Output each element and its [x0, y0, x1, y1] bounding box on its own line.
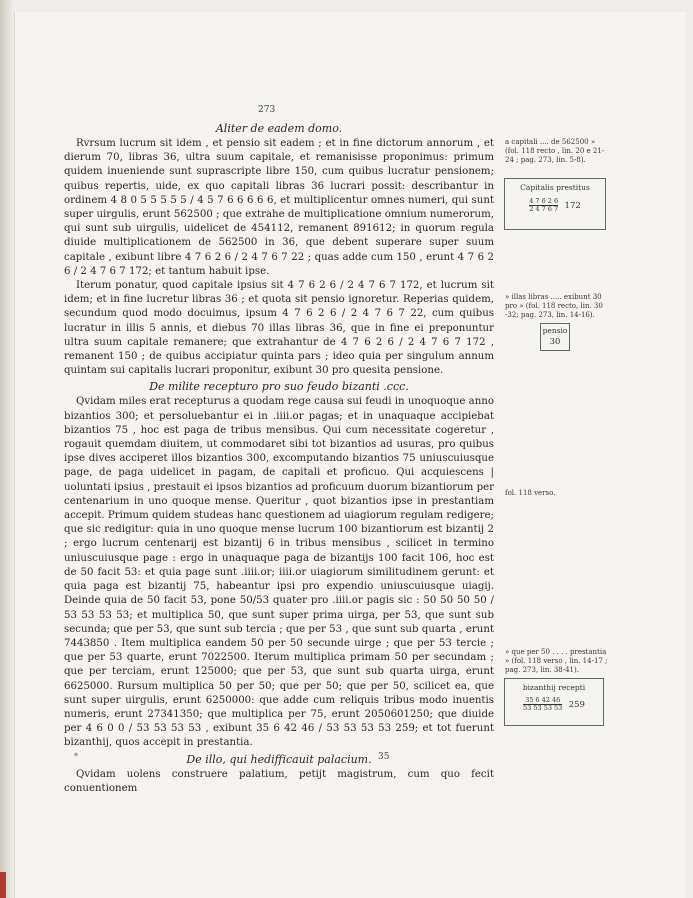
margin-note-4: » que per 50 . . . . prestantia » (fol. 118 verso , lin. 14-17 ; pag. 273, lin. 38-41).: [505, 648, 608, 674]
paragraph-1: Rvrsum lucrum sit idem , et pensio sit eadem ; et in fine dictorum annorum , et dierum 70, libras 36, ultra suum capitale, et remanisisse proponimus: primum quidem inueniende sunt suprascripte libre 150, cum quibus lucratur pensionem; quibus repertis, uide, ex quo capitali libras 36 lucrari possit: describantur in ordinem 4 8 0 5 5 5 5 5 / 4 5 7 6 6 6 6 6, et multiplicentur omnes numeri, qui sunt super uirgulis, erunt 562500 ; que extrahe de multiplicatione omnium numerorum, qui sunt sub uirgulis, uidelicet de 454112, remanent 891612; in quorum regula diuide multiplicationem de 562500 in 36, que debent superare super suum capitale , exibunt libre 4 7 6 2 6 / 2 4 7 6 7 22 ; quas adde cum 150 , erunt 4 7 6 2 6 / 2 4 7 6 7 172; et tantum habuit ipse.: [64, 138, 494, 277]
box-fraction: $\frac{4 7 6 2 6}{2 4 7 6 7}$: [529, 197, 559, 213]
box-value: 172: [564, 200, 581, 211]
footer-mark: *: [74, 752, 78, 761]
red-tab-marker: [0, 872, 6, 898]
box-title: pensio: [542, 326, 568, 335]
footer-signature: 35: [378, 752, 390, 762]
paragraph-3: Qvidam miles erat recepturus a quodam rege causa sui feudi in unoquoque anno bizantios 300; et persoluebantur ei in .iiii.or pagas; et in unaquaque accipiebat bizantios 75 , hoc est paga de tribus mensibus. Qui cum necessitate cogeretur , rogauit quemdam diuitem, ut commodaret sibi tot bizantios ad usuras, pro quibus ipse dives acciperet illos bizantios 300, excomputando bizantios 75 uniuscuiusque page, de paga uidelicet in pagam, de capitali et proficuo. Qui acquiescens | uoluntati ipsius , prestauit ei ipsos bizantios ad proficuum duorum bizantiorum per centenarium in uno quoque mense. Queritur , quot bizantios ipse in prestantiam accepit. Primum quidem studeas hanc questionem ad uiagiorum regulam redigere; que sic redigitur: quia in uno quoque mense lucrum 100 bizantiorum est bizantij 2 ; ergo lucrum centenarij est bizantij 6 in tribus mensibus , scilicet in termino uniuscuiusque page : ergo in unaquaque paga de bizantijs 100 facit 106, hoc est de 50 facit 53: et quia page sunt .iiii.or; iiii.or uiagiorum similitudinem gerunt: et quia paga est bizantij 75, habeantur ipsi pro expendio uniuscuiusque uiagij. Deinde quia de 50 facit 53, pone 50/53 quater pro .iiii.or pagis sic : 50 50 50 50 / 53 53 53 53; et multiplica 50, que sunt super prima uirga, per 53, que sunt sub secunda; que per 53, que sunt sub tercia ; que per 53 , que sunt sub quarta , erunt 7443850 . Item multiplica eandem 50 per 50 secunde uirge ; que per 53 tercie ; que per 53 quarte, erunt 7022500. Iterum multiplica primam 50 per secundam ; que per terciam, erunt 125000; que per 53, que sunt sub quarta uirga, erunt 6625000. Rursum multiplica 50 per 50; que per 50; que per 50, scilicet ea, que sunt super uirgulis, erunt 6250000: que adde cum reliquis tribus modo inuentis numeris, erunt 27341350; que multiplica per 75, erunt 2050601250; que diuide per 4 6 0 0 / 53 53 53 53 , exibunt 35 6 42 46 / 53 53 53 53 259; et tot fuerunt bizanthij, quos accepit in prestantia.: [64, 396, 495, 749]
page-number: 273: [258, 105, 276, 115]
main-text-column: [64, 104, 494, 796]
book-spine: [0, 0, 14, 898]
box-fraction: $\frac{35 6 42 46}{53 53 53 53}$: [523, 696, 563, 712]
margin-box-capitalis: [504, 178, 606, 230]
paragraph-4: Qvidam uolens construere palatium, petijt magistrum, cum quo fecit conuentionem: [64, 768, 494, 794]
margin-box-bizanthij: [504, 678, 604, 726]
box-value: 30: [549, 337, 561, 347]
box-title: Capitalis prestitus: [520, 183, 590, 192]
section-heading-milite: De milite recepturo pro suo feudo bizanti .ccc.: [149, 380, 409, 394]
margin-note-2: » illas libras ..... exibunt 30 pro » (fol. 118 recto, lin. 30 -32; pag. 273, lin. 14-16).: [505, 293, 603, 319]
paragraph-2: Iterum ponatur, quod capitale ipsius sit 4 7 6 2 6 / 2 4 7 6 7 172, et lucrum sit idem; et in fine lucretur libras 36 ; et quota sit pensio ignoretur. Reperias quidem, secundum quod modo docuimus, ipsum 4 7 6 2 6 / 2 4 7 6 7 22, cum quibus lucratur in illis 5 annis, et diebus 70 illas libras 36, que in fine ei preponuntur ultra suum capitale remanere; que extrahantur de 4 7 6 2 6 / 2 4 7 6 7 172 , remanent 150 ; de quibus accipiatur quinta pars ; ideo quia per singulum annum quintam sui capitalis lucrari proponitur, exibunt 30 pro quesita pensione.: [64, 280, 494, 377]
box-title: bizanthij recepti: [522, 683, 586, 692]
section-heading-aliter: Aliter de eadem domo.: [215, 122, 343, 135]
margin-note-3: fol. 118 verso.: [505, 489, 556, 497]
margin-note-1: a capitali .... de 562500 » (fol. 118 recto , lin. 20 e 21-24 ; pag. 273, lin. 5-8).: [505, 138, 605, 164]
section-heading-palacium: De illo, qui hedifficauit palacium.: [186, 752, 372, 766]
box-value: 259: [568, 699, 585, 710]
margin-box-pensio: [540, 323, 570, 351]
